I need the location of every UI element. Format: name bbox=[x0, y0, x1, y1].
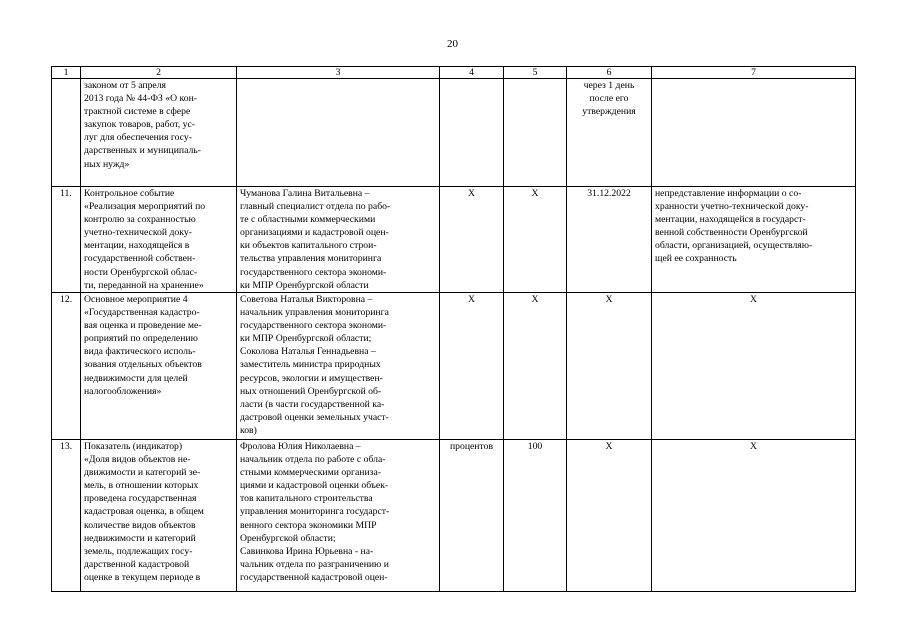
column-header-4: 4 bbox=[440, 67, 504, 79]
text-line: 31.12.2022 bbox=[587, 188, 631, 199]
text-line: ментации, находящейся в государст- bbox=[655, 214, 806, 226]
text-line: ки объектов капитального строи- bbox=[240, 240, 377, 252]
value-cell: 100 bbox=[504, 440, 567, 592]
text-line: Х bbox=[605, 441, 613, 452]
text-line: Показатель (индикатор) bbox=[84, 441, 183, 452]
note-cell bbox=[652, 187, 856, 293]
header-row bbox=[52, 67, 856, 79]
text-line: мель, в отношении которых bbox=[84, 480, 199, 492]
text-line: налогообложения» bbox=[84, 385, 162, 397]
text-line: после его bbox=[589, 93, 629, 105]
table-row bbox=[52, 440, 856, 592]
value-cell bbox=[504, 79, 567, 187]
text-line: недвижимости и категорий bbox=[84, 532, 196, 544]
text-line: ки МПР Оренбургской области; bbox=[240, 333, 372, 345]
text-line: Фролова Юлия Николаевна – bbox=[240, 441, 361, 452]
text-line: количестве видов объектов bbox=[84, 519, 196, 531]
row-number: 12. bbox=[52, 293, 81, 440]
value-cell: Х bbox=[504, 293, 567, 440]
text-line: щей ее сохранность bbox=[655, 253, 737, 265]
text-line: венного сектора экономики МПР bbox=[240, 519, 377, 531]
responsible-cell bbox=[237, 79, 440, 187]
text-line: вая оценка и проведение ме- bbox=[84, 320, 202, 332]
unit-cell: Х bbox=[440, 293, 504, 440]
date-cell bbox=[567, 293, 652, 440]
text-line: государственного сектора экономи- bbox=[240, 266, 387, 278]
column-header-5: 5 bbox=[504, 67, 567, 79]
text-line: Х bbox=[750, 441, 757, 452]
text-line: ных нужд» bbox=[84, 158, 130, 170]
text-line: через 1 день bbox=[583, 80, 635, 91]
text-line: ности Оренбургской облас- bbox=[84, 266, 198, 278]
text-line: ных отношений Оренбургской об- bbox=[240, 385, 382, 397]
column-header-1: 1 bbox=[52, 67, 81, 79]
note-cell bbox=[652, 293, 856, 440]
event-name-cell bbox=[81, 293, 237, 440]
text-line: непредставление информации о со- bbox=[655, 188, 802, 199]
text-line: контролю за сохранностью bbox=[84, 214, 196, 226]
unit-cell bbox=[440, 79, 504, 187]
text-line: земель, подлежащих госу- bbox=[84, 545, 193, 557]
text-line: учетно-технической доку- bbox=[84, 227, 192, 239]
text-line: Х bbox=[750, 294, 757, 305]
responsible-cell bbox=[237, 293, 440, 440]
text-line: государственного сектора экономи- bbox=[240, 320, 387, 332]
event-name-cell bbox=[81, 79, 237, 187]
text-line: проведена государственная bbox=[84, 493, 197, 505]
text-line: области, организацией, осуществляю- bbox=[655, 240, 813, 252]
text-line: хранности учетно-технической доку- bbox=[655, 201, 809, 213]
text-line: «Государственная кадастро- bbox=[84, 307, 200, 319]
text-line: стными коммерческими организа- bbox=[240, 467, 382, 479]
text-line: государственной собствен- bbox=[84, 253, 196, 265]
text-line: Х bbox=[605, 294, 613, 305]
text-line: Контрольное событие bbox=[84, 188, 175, 199]
unit-cell: Х bbox=[440, 187, 504, 293]
text-line: ки МПР Оренбургской области bbox=[240, 279, 369, 291]
column-header-3: 3 bbox=[237, 67, 440, 79]
text-line: утверждения bbox=[582, 106, 636, 118]
text-line: «Доля видов объектов не- bbox=[84, 454, 191, 466]
text-line: те с областными коммерческими bbox=[240, 214, 376, 226]
text-line: «Реализация мероприятий по bbox=[84, 201, 206, 213]
table-row bbox=[52, 79, 856, 187]
event-name-cell bbox=[81, 440, 237, 592]
text-line: кадастровая оценка, в общем bbox=[84, 506, 204, 518]
text-line: дастровой оценки земельных участ- bbox=[240, 411, 389, 423]
text-line: оценке в текущем периоде в bbox=[84, 571, 201, 583]
note-cell bbox=[652, 79, 856, 187]
text-line: законом от 5 апреля bbox=[84, 80, 167, 91]
text-line: луг для обеспечения госу- bbox=[84, 132, 192, 144]
event-name-cell bbox=[81, 187, 237, 293]
row-number: 13. bbox=[52, 440, 81, 592]
row-number: 11. bbox=[52, 187, 81, 293]
text-line: государственной кадастровой оцен- bbox=[240, 571, 388, 583]
page-number: 20 bbox=[447, 38, 458, 50]
text-line: управления мониторинга государст- bbox=[240, 506, 390, 518]
text-line: зования отдельных объектов bbox=[84, 359, 202, 371]
text-line: тов капитального строительства bbox=[240, 493, 373, 505]
text-line: организациями и кадастровой оцен- bbox=[240, 227, 389, 239]
text-line: циями и кадастровой оценки объек- bbox=[240, 480, 389, 492]
responsible-cell bbox=[237, 187, 440, 293]
table-row bbox=[52, 187, 856, 293]
column-header-6: 6 bbox=[567, 67, 652, 79]
column-header-2: 2 bbox=[81, 67, 237, 79]
text-line: вида фактического исполь- bbox=[84, 346, 196, 358]
table-row bbox=[52, 293, 856, 440]
column-header-7: 7 bbox=[652, 67, 856, 79]
text-line: закупок товаров, работ, ус- bbox=[84, 119, 196, 131]
text-line: Чуманова Галина Витальевна – bbox=[240, 188, 370, 199]
text-line: 2013 года № 44-ФЗ «О кон- bbox=[84, 93, 197, 105]
date-cell bbox=[567, 440, 652, 592]
text-line: движимости и категорий зе- bbox=[84, 467, 201, 479]
text-line: начальник управления мониторинга bbox=[240, 307, 389, 319]
text-line: ресурсов, экологии и имуществен- bbox=[240, 372, 383, 384]
note-cell bbox=[652, 440, 856, 592]
text-line: ков) bbox=[240, 424, 257, 436]
text-line: дарственных и муниципаль- bbox=[84, 145, 201, 157]
text-line: ласти (в части государственной ка- bbox=[240, 398, 385, 410]
row-number bbox=[52, 79, 81, 187]
text-line: заместитель министра природных bbox=[240, 359, 381, 371]
text-line: чальник отдела по разграничению и bbox=[240, 558, 389, 570]
date-cell bbox=[567, 187, 652, 293]
text-line: Оренбургской области; bbox=[240, 532, 336, 544]
text-line: Советова Наталья Викторовна – bbox=[240, 294, 373, 305]
text-line: дарственной кадастровой bbox=[84, 558, 190, 570]
text-line: трактной системе в сфере bbox=[84, 106, 191, 118]
text-line: главный специалист отдела по рабо- bbox=[240, 201, 391, 213]
text-line: Основное мероприятие 4 bbox=[84, 294, 188, 305]
document-table bbox=[51, 66, 856, 592]
text-line: ментации, находящейся в bbox=[84, 240, 190, 252]
text-line: ти, переданной на хранение» bbox=[84, 279, 204, 291]
text-line: тельства управления мониторинга bbox=[240, 253, 382, 265]
date-cell bbox=[567, 79, 652, 187]
text-line: недвижимости для целей bbox=[84, 372, 188, 384]
text-line: роприятий по определению bbox=[84, 333, 198, 345]
text-line: начальник отдела по работе с обла- bbox=[240, 454, 386, 466]
text-line: венной собственности Оренбургской bbox=[655, 227, 808, 239]
unit-cell: процентов bbox=[440, 440, 504, 592]
responsible-cell bbox=[237, 440, 440, 592]
value-cell: Х bbox=[504, 187, 567, 293]
text-line: Савинкова Ирина Юрьевна - на- bbox=[240, 545, 374, 557]
text-line: Соколова Наталья Геннадьевна – bbox=[240, 346, 376, 358]
